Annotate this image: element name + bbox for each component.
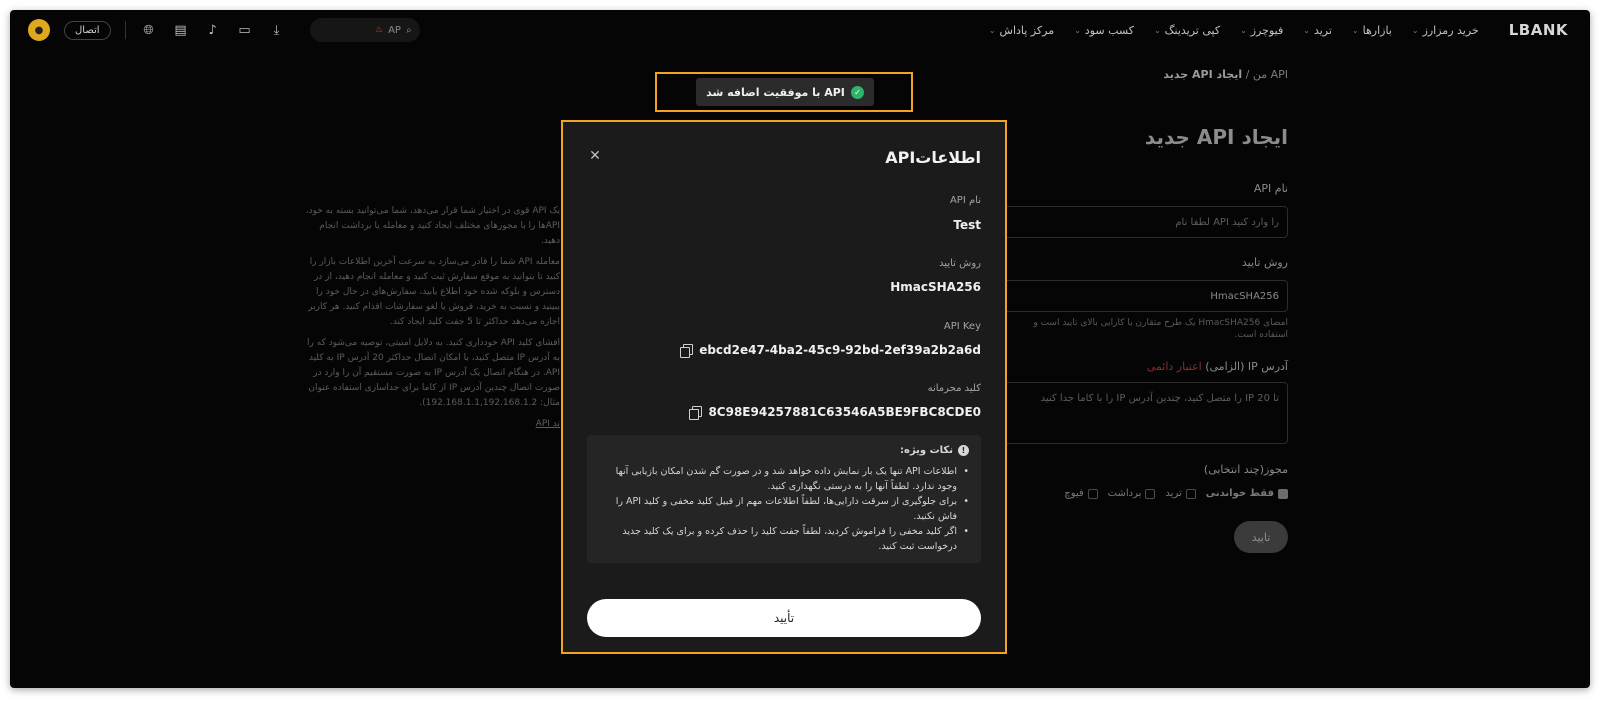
chevron-down-icon: ⌄ [1351,25,1359,35]
api-docs-link[interactable]: ند API [535,419,560,429]
search-input[interactable] [310,18,420,42]
globe-icon[interactable]: 🌐︎ [143,22,154,38]
notes-title: ! نکات ویژه: [599,445,969,456]
secret-key-value: 8C98E94257881C63546A5BE9FBC8CDE0 [708,405,981,419]
checkbox[interactable] [1145,489,1155,499]
auth-method-value: HmacSHA256 [890,280,981,294]
api-info-modal [563,122,1005,652]
description-paragraph: افشای کلید API خودداری کنید. به دلایل امنیتی، توصیه می‌شود که را به آدرس IP متصل کنید، با امکان اتصال حداکثر 20 آدرس IP به کلید API. در هنگام اتصال یک آدرس IP به صورت مستقیم آن را وارد در صورت اتصال چندین آدرس IP از کاما برای جداسازی استفاده عنوان مثال: 192.168.1.1,192.168.1.2). [307,338,560,408]
api-description [300,204,560,432]
copy-icon[interactable] [689,406,702,419]
ip-address-label: آدرس IP (الزامی) اعتبار دائمی [1146,360,1288,373]
nav-tools [28,18,420,42]
perm-futures[interactable]: فیوچ [1064,488,1097,499]
fire-icon: ♨ [374,25,384,35]
modal-confirm-button[interactable]: تأیید [587,599,981,637]
permanent-validity-link[interactable]: اعتبار دائمی [1146,360,1202,373]
notes-list [599,464,969,554]
checkbox[interactable] [1088,489,1098,499]
breadcrumb-current: ایجاد API جدید [1163,68,1243,81]
app-window [10,10,1590,688]
chevron-down-icon: ⌄ [1303,25,1310,35]
api-name-input[interactable]: را وارد کنید API لطفا نام [858,206,1288,238]
toast-message: API با موفقیت اضافه شد [706,85,845,99]
success-toast [696,78,874,106]
chevron-down-icon: ⌄ [988,25,996,35]
list-item: • برای جلوگیری از سرقت دارایی‌ها، لطفاً اطلاعات مهم از قبیل کلید مخفی و کلید API را فاش نکنید. [599,494,969,524]
api-key-value: ebcd2e47-4ba2-45c9-92bd-2ef39a2b2a6d [699,343,981,357]
list-item: • اگر کلید مخفی را فراموش کردید، لطفاً جفت کلید را حذف کرده و برای یک کلید جدید درخواست ثبت کنید. [599,524,969,554]
search-icon: ⌕ [405,24,412,36]
chevron-down-icon: ⌄ [1074,25,1081,35]
checkbox[interactable] [1186,489,1196,499]
menu-trade[interactable]: ترید ⌄ [1303,23,1332,37]
description-paragraph: یک API قوی در اختیار شما قرار می‌دهد، شما می‌توانید بسته به خود، APIها را با مجوزهای مختلف ایجاد کنید و معامله یا برداشت انجام دهید. [305,206,560,246]
modal-title: اطلاعاتAPI [885,148,981,167]
menu-earn[interactable]: کسب سود ⌄ [1074,23,1134,37]
breadcrumb-root[interactable]: API من [1252,68,1288,81]
auth-method-select[interactable]: HmacSHA256 [858,280,1288,312]
lbank-logo[interactable]: LBANK [1508,21,1568,39]
close-icon[interactable]: ✕ [589,148,601,164]
copy-icon[interactable] [680,344,693,357]
menu-copy-trading[interactable]: کپی تریدینگ ⌄ [1153,23,1221,37]
menu-rewards-center[interactable]: مرکز پاداش ⌄ [988,23,1055,37]
breadcrumb-separator: / [1245,68,1250,81]
divider [125,21,126,39]
connect-button[interactable]: اتصال [64,21,111,40]
api-key-row [680,343,981,357]
auth-method-label: روش تایید [939,258,981,269]
menu-futures[interactable]: فیوچرز ⌄ [1240,23,1284,37]
permissions-group [1064,488,1288,499]
form-confirm-button[interactable]: تایید [1234,521,1288,553]
search-placeholder: AP [388,24,401,36]
create-api-form [990,10,1590,688]
api-name-label: نام API [1253,182,1288,195]
chevron-down-icon: ⌄ [1153,25,1161,35]
list-item: • اطلاعات API تنها یک بار نمایش داده خواهد شد و در صورت گم شدن امکان بازیابی آنها وجود ندارد. لطفاً آنها را به درستی نگهداری کنید. [599,464,969,494]
api-name-label: نام API [949,195,981,206]
description-paragraph: معامله API شما را قادر می‌سازد به سرعت آخرین اطلاعات بازار را کنید تا بتوانید به موقع سفارش ثبت کنید و معامله انجام دهید، از در دسترس و بلوکه شده خود اطلاع یابید، سفارش‌های در حال خود را ببینید و نسبت به خرید، فروش یا لغو سفارشات اقدام کنید. هر کاربر اجازه می‌دهد حداکثر تا 5 جفت کلید ایجاد کند. [308,257,560,327]
perm-withdraw[interactable]: برداشت [1108,488,1156,499]
auth-help-text: امضای HmacSHA256 یک طرح متقارن با کارایی بالای تایید است و استفاده است. [1033,318,1288,340]
menu-markets[interactable]: بازارها ⌄ [1351,23,1392,37]
permissions-label: مجوز(چند انتخابی) [1203,463,1288,476]
secret-key-row [689,405,981,419]
document-icon[interactable]: ▤ [174,22,187,38]
info-icon: ! [958,445,969,456]
menu-buy-crypto[interactable]: خرید رمزارز ⌄ [1411,23,1479,37]
notification-bell-icon[interactable]: ♪ [208,22,217,38]
perm-read-only[interactable]: فقط خواندنی [1206,488,1288,499]
wallet-icon[interactable]: ▭ [238,22,251,38]
api-key-label: API Key [943,321,981,332]
special-notes [587,435,981,563]
page-title: ایجاد API جدید [1144,125,1288,149]
avatar[interactable]: ● [28,19,50,41]
breadcrumb [1163,68,1288,81]
check-circle-icon: ✓ [851,86,864,99]
perm-trade[interactable]: ترید [1165,488,1195,499]
auth-method-label: روش تایید [1241,256,1288,269]
checkbox-checked[interactable] [1278,489,1288,499]
api-name-value: Test [953,218,981,232]
secret-key-label: کلید محرمانه [927,383,981,394]
chevron-down-icon: ⌄ [1240,25,1247,35]
download-icon[interactable]: ⤓ [273,22,280,38]
ip-address-input[interactable]: تا 20 IP را متصل کنید، چندین آدرس IP را با کاما جدا کنید [858,382,1288,444]
chevron-down-icon: ⌄ [1411,25,1419,35]
